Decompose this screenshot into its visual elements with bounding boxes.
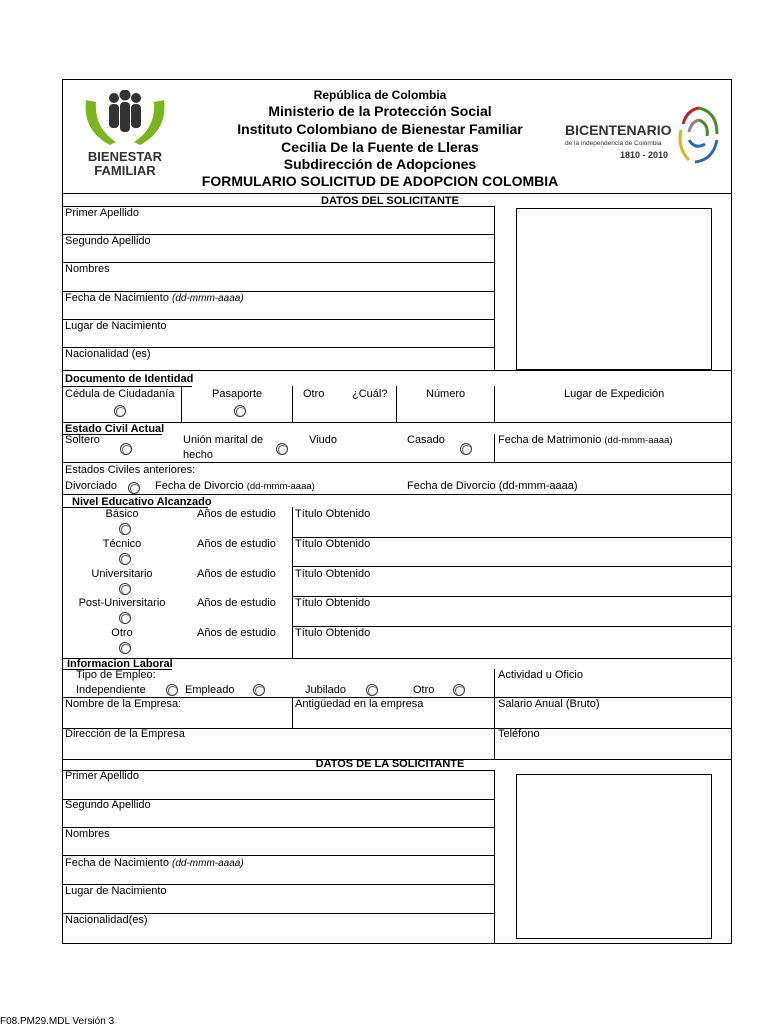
label-primer-apellido-2: Primer Apellido: [65, 770, 139, 782]
radio-divorciado[interactable]: [128, 482, 140, 494]
label-cual: ¿Cuál?: [352, 388, 388, 400]
edu-level-label: Técnico: [102, 538, 142, 550]
label-anos-estudio: Años de estudio: [197, 508, 276, 520]
label-fecha-divorcio: Fecha de Divorcio (dd-mmm-aaaa): [155, 480, 315, 492]
label-union-hecho: hecho: [183, 449, 213, 461]
label-actividad-oficio: Actividad u Oficio: [498, 669, 583, 681]
label-anos-estudio: Años de estudio: [197, 627, 276, 639]
edu-level-label: Otro: [111, 627, 133, 639]
bicentenario-title: BICENTENARIO: [565, 122, 672, 138]
label-nombres: Nombres: [65, 263, 110, 275]
bicentenario-years: 1810 - 2010: [620, 150, 669, 160]
section-title-solicitante-2: DATOS DE LA SOLICITANTE: [315, 758, 465, 770]
label-otro-empleo: Otro: [413, 684, 435, 696]
fecha-formato: (dd-mmm-aaaa): [172, 293, 244, 304]
label-nombres-2: Nombres: [65, 828, 110, 840]
radio-tecnico[interactable]: [119, 553, 131, 565]
header-subdireccion: Subdirección de Adopciones: [283, 156, 477, 172]
label-anos-estudio: Años de estudio: [197, 597, 276, 609]
radio-pasaporte[interactable]: [234, 405, 246, 417]
family-hands-icon: [80, 90, 170, 150]
label-anos-estudio: Años de estudio: [197, 568, 276, 580]
label-estados-anteriores: Estados Civiles anteriores:: [65, 464, 196, 476]
label-lugar-expedicion: Lugar de Expedición: [564, 388, 665, 400]
label-direccion-empresa: Dirección de la Empresa: [65, 728, 185, 740]
label-nivel-educativo: Nivel Educativo Alcanzado: [72, 496, 212, 508]
header-republic: República de Colombia: [313, 88, 447, 102]
photo-box-solicitante-2[interactable]: [516, 774, 712, 939]
label-titulo-obtenido: Título Obtenido: [295, 627, 371, 639]
label-empleado: Empleado: [185, 684, 235, 696]
label-casado: Casado: [407, 434, 445, 446]
section-title-solicitante: DATOS DEL SOLICITANTE: [321, 195, 459, 207]
label-pasaporte: Pasaporte: [212, 388, 263, 400]
label-jubilado: Jubilado: [305, 684, 346, 696]
form-title: FORMULARIO SOLICITUD DE ADOPCION COLOMBIA: [201, 173, 559, 189]
label-divorciado: Divorciado: [65, 480, 117, 492]
label-fecha-nacimiento: Fecha de Nacimiento (dd-mmm-aaaa): [65, 292, 244, 304]
edu-level-label: Básico: [105, 508, 139, 520]
label-titulo-obtenido: Título Obtenido: [295, 597, 371, 609]
label-telefono: Teléfono: [498, 728, 540, 740]
label-primer-apellido: Primer Apellido: [65, 207, 139, 219]
label-cedula: Cédula de Ciudadanía: [65, 388, 175, 400]
header-cecilia: Cecilia De la Fuente de Lleras: [281, 139, 479, 155]
label-titulo-obtenido: Título Obtenido: [295, 538, 371, 550]
label-lugar-nacimiento-2: Lugar de Nacimiento: [65, 885, 167, 897]
radio-casado[interactable]: [460, 443, 472, 455]
label-salario: Salario Anual (Bruto): [498, 698, 600, 710]
label-nacionalidad-2: Nacionalidad(es): [65, 914, 148, 926]
label-fecha-matrimonio: Fecha de Matrimonio (dd-mmm-aaaa): [498, 434, 673, 446]
footer-code: F08.PM29.MDL Versión 3: [0, 1016, 115, 1024]
edu-level-label: Universitario: [91, 568, 153, 580]
radio-empleado[interactable]: [253, 684, 265, 696]
label-nacionalidad: Nacionalidad (es): [65, 348, 151, 360]
radio-union-marital[interactable]: [276, 443, 288, 455]
radio-post-universitario[interactable]: [119, 612, 131, 624]
fecha-divorcio-formato: (dd-mmm-aaaa): [246, 481, 315, 492]
photo-box-solicitante[interactable]: [516, 208, 712, 370]
fecha-matrimonio-formato: (dd-mmm-aaaa): [604, 435, 673, 446]
header-ministry: Ministerio de la Protección Social: [268, 103, 492, 119]
radio-cedula[interactable]: [114, 405, 126, 417]
radio-independiente[interactable]: [166, 684, 178, 696]
label-fecha-divorcio-2: Fecha de Divorcio (dd-mmm-aaaa): [407, 480, 578, 492]
label-antiguedad: Antigüedad en la empresa: [295, 698, 424, 710]
radio-soltero[interactable]: [120, 443, 132, 455]
label-viudo: Viudo: [309, 434, 337, 446]
label-titulo-obtenido: Título Obtenido: [295, 568, 371, 580]
fecha-formato-2: (dd-mmm-aaaa): [172, 858, 244, 869]
radio-otro-educacion[interactable]: [119, 642, 131, 654]
label-documento-identidad: Documento de Identidad: [65, 373, 194, 385]
label-otro-doc: Otro: [303, 388, 325, 400]
label-tipo-empleo: Tipo de Empleo:: [76, 669, 156, 681]
label-lugar-nacimiento: Lugar de Nacimiento: [65, 320, 167, 332]
label-soltero: Soltero: [65, 434, 100, 446]
radio-basico[interactable]: [119, 523, 131, 535]
label-anos-estudio: Años de estudio: [197, 538, 276, 550]
bienestar-familiar-logo: [80, 90, 170, 182]
bicentenario-logo: [565, 100, 725, 170]
label-fecha-nacimiento-2: Fecha de Nacimiento (dd-mmm-aaaa): [65, 857, 244, 869]
bicentenario-sub: de la independencia de Colombia: [565, 140, 662, 147]
label-union-marital: Unión marital de: [183, 434, 264, 446]
label-segundo-apellido-2: Segundo Apellido: [65, 799, 151, 811]
bicentenario-swirl-icon: [673, 100, 725, 170]
edu-level-label: Post-Universitario: [78, 597, 166, 609]
radio-universitario[interactable]: [119, 583, 131, 595]
logo-text-familiar: FAMILIAR: [94, 163, 156, 178]
label-independiente: Independiente: [76, 684, 146, 696]
radio-jubilado[interactable]: [366, 684, 378, 696]
header-institute: Instituto Colombiano de Bienestar Familiar: [237, 121, 523, 137]
label-nombre-empresa: Nombre de la Empresa:: [65, 698, 182, 710]
label-numero: Número: [426, 388, 466, 400]
logo-text-bienestar: BIENESTAR: [87, 149, 163, 164]
radio-otro-empleo[interactable]: [453, 684, 465, 696]
label-segundo-apellido: Segundo Apellido: [65, 235, 151, 247]
label-estado-civil: Estado Civil Actual: [65, 423, 165, 435]
label-titulo-obtenido: Título Obtenido: [295, 508, 371, 520]
label-informacion-laboral: Informacion Laboral: [67, 658, 173, 670]
